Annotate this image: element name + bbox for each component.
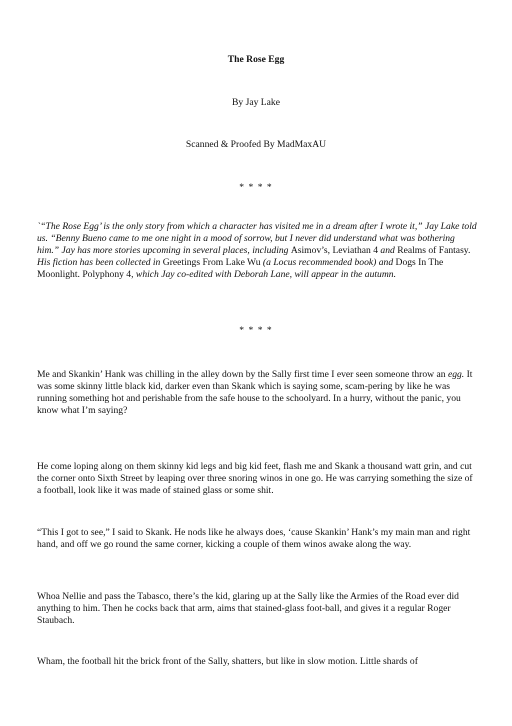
body-paragraph: Whoa Nellie and pass the Tabasco, there’s the kid, glaring up at the Sally like the Armies of the Road ever did anything to him. Then he cocks back that arm, aims that stained-glass foot-ball, and gives it a regular Roger Staubach. [37, 591, 459, 627]
author-byline: By Jay Lake [232, 97, 280, 108]
intro-text: Dogs In The Moonlight. [37, 257, 444, 281]
intro-paragraph [37, 221, 479, 281]
section-separator: * * * * [239, 325, 273, 336]
intro-text: Realms of Fantasy. [397, 245, 471, 257]
intro-text: (a Locus recommended book) and [260, 257, 396, 269]
body-paragraph: Wham, the football hit the brick front of the Sally, shatters, but like in slow motion. Little shards of [37, 656, 418, 667]
intro-text: and [378, 245, 398, 257]
body-paragraph: He come loping along on them skinny kid legs and big kid feet, flash me and Skank a thousand watt grin, and cut the corner onto Sixth Street by leaping over three snoring winos in one go. He was carrying something the size of a football, look like it was made of stained glass or some shit. [37, 461, 473, 497]
paragraph-text: Me and Skankin’ Hank was chilling in the alley down by the Sally first time I ever seen someone throw an [37, 369, 448, 380]
paragraph-text: It was some skinny little black kid, darker even than Skank which is saying some, scam-pering by like he was running something hot and perishable from the safe house to the schoolyard. In a hurry, without the panic, you know what I’m saying? [37, 369, 473, 417]
intro-text: which Jay co-edited with Deborah Lane, will appear in the autumn. [133, 269, 396, 281]
scan-credit: Scanned & Proofed By MadMaxAU [185, 139, 327, 150]
story-title: The Rose Egg [227, 54, 285, 65]
body-paragraph: “This I got to see,” I said to Skank. He nods like he always does, ‘cause Skankin’ Hank’s my main man and right hand, and off we go round the same corner, kicking a couple of them winos awake along the way. [37, 527, 471, 551]
intro-text: Asimov’s, Leviathan 4 [290, 245, 378, 257]
intro-text: His fiction has been collected in [37, 257, 163, 269]
paragraph-text: egg. [447, 369, 465, 380]
intro-text: Polyphony 4, [82, 269, 134, 281]
intro-text: `“The Rose Egg’ is the only story from which a character has visited me in a dream after I wrote it,” Jay Lake told us. “Benny Bueno came to me one night in a mood of sorrow, but I never did understand what was bothering him.” Jay has more stories upcoming in several places, including [37, 221, 477, 257]
intro-text: Greetings From Lake Wu [162, 257, 261, 269]
body-paragraph [37, 369, 479, 417]
section-separator: * * * * [239, 182, 273, 193]
